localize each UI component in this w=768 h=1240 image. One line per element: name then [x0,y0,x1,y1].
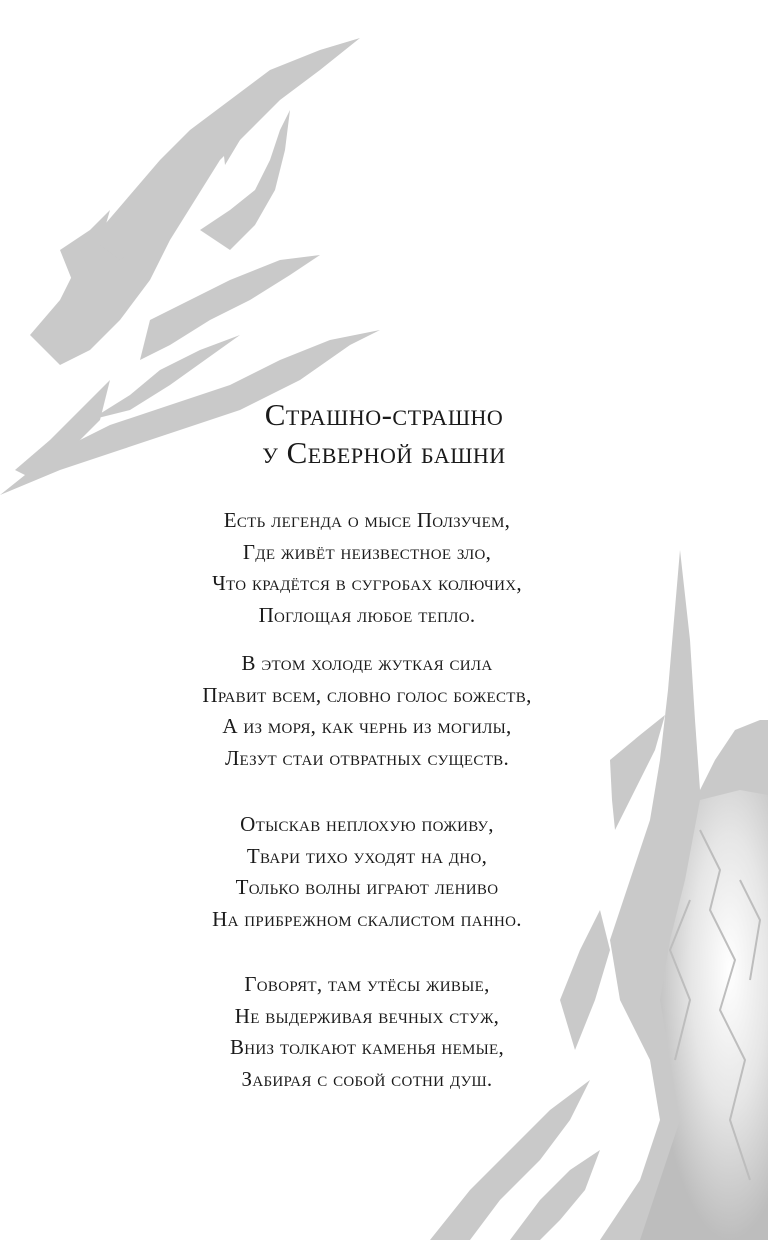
poem-line: На прибрежном скалистом панно. [212,906,522,931]
poem-stanza [0,809,734,935]
poem-title-line: у Северной башни [262,435,506,470]
poem-line: Что крадётся в сугробах колючих, [212,571,522,595]
poem-line: Забирая с собой сотни душ. [241,1066,493,1091]
poem-line: А из моря, как чернь из могилы, [222,714,512,738]
poem-line: Правит всем, словно голос божеств, [202,682,532,707]
poem-line: Не выдерживая вечных стуж, [234,1003,500,1028]
poem-line: Только волны играют лениво [235,875,499,899]
poem-line: Твари тихо уходят на дно, [246,843,488,868]
poem-line: Лезут стаи отвратных существ. [224,745,510,770]
poem-line: Поглощая любое тепло. [258,602,476,627]
poem-line: Вниз толкают каменья немые, [229,1035,505,1059]
poem-line: В этом холоде жуткая сила [241,651,493,675]
poem-line: Где живёт неизвестное зло, [242,539,492,564]
poem-line: Говорят, там утёсы живые, [244,972,490,996]
poem-stanza [0,505,734,631]
poem-line: Отыскав неплохую поживу, [240,812,494,836]
poem-stanza [0,648,734,774]
poem-stanza [0,969,734,1095]
poem-title-line: Страшно-страшно [264,397,504,432]
poem-line: Есть легенда о мысе Ползучем, [223,508,511,532]
poem-title [0,396,768,472]
